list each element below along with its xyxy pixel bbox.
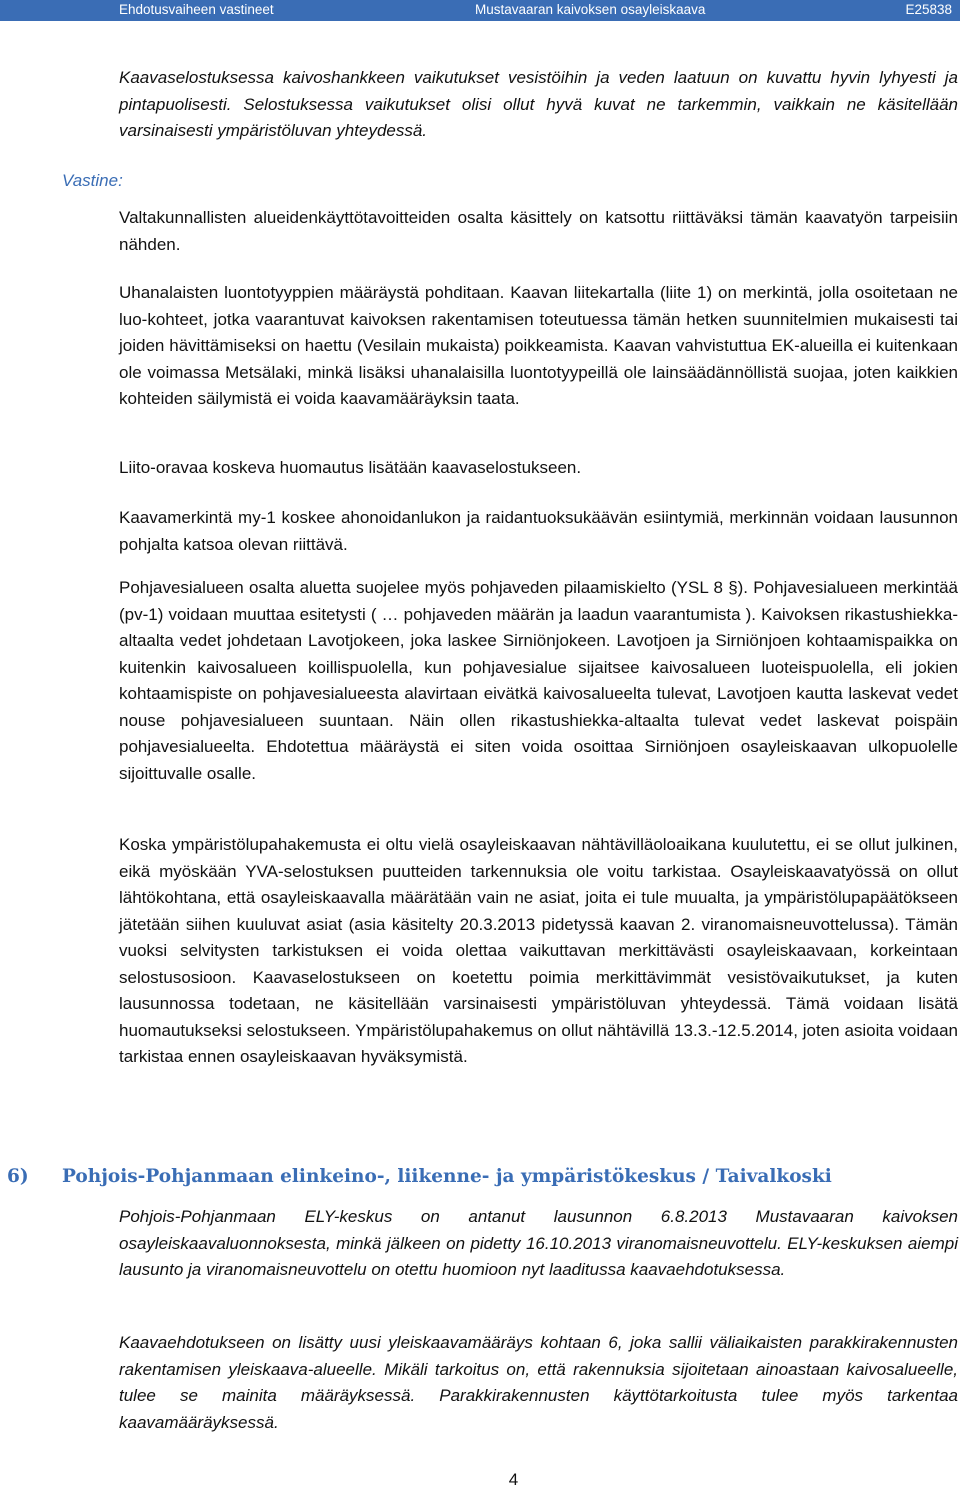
response-paragraph-1: Valtakunnallisten alueidenkäyttötavoitteiden osalta käsittely on katsottu riittäväksi tämän kaavatyön tarpeisiin nähden. bbox=[119, 208, 958, 254]
response-paragraph-4: Kaavamerkintä my-1 koskee ahonoidanlukon ja raidantuoksukäävän esiintymiä, merkinnän voidaan lausunnon pohjalta katsoa olevan riittävä. bbox=[119, 508, 958, 554]
response-paragraph-3: Liito-oravaa koskeva huomautus lisätään kaavaselostukseen. bbox=[119, 458, 582, 477]
section-number: 6) bbox=[7, 1166, 29, 1187]
response-paragraph-2: Uhanalaisten luontotyyppien määräystä pohditaan. Kaavan liitekartalla (liite 1) on merkintä, jolla osoitetaan ne luo-kohteet, jotka vaarantuvat kaivoksen rakentamisen toteutuessa tämän hetken suunnitelmien mukaisesti tai joiden hävittämiseksi on haettu (Vesilain mukaista) poikkeamista. Kaavan vahvistuttua EK-alueilla ei kuitenkaan ole voimassa Metsälaki, minkä lisäksi uhanalaisilla luontotyypeillä ole lainsäädännöllistä suojaa, joten kaikkien kohteiden säilymistä ei voida kaavamääräyksin taata. bbox=[119, 283, 958, 408]
section-title: Pohjois-Pohjanmaan elinkeino-, liikenne- ja ympäristökeskus / Taivalkoski bbox=[62, 1166, 832, 1187]
page-header bbox=[0, 0, 960, 21]
response-paragraph-5: Pohjavesialueen osalta aluetta suojelee myös pohjaveden pilaamiskielto (YSL 8 §). Pohjavesialueen merkintää (pv-1) voidaan muuttaa esitetysti ( … pohjaveden määrän ja laadun vaarantumista ). Kaivoksen rikastushiekka-altaalta vedet johdetaan Lavotjokeen, joka laskee Sirniönjokeen. Lavotjoen ja Sirniönjoen kohtaamispaikka on kuitenkin kaivosalueen koillispuolella, kun pohjavesialue sijaitsee kaivosalueen luoteispuolella, eli jokien kohtaamispiste on pohjavesialueesta alavirtaan eivätkä kaivosalueelta tulevat, Lavotjoen kautta laskevat vedet nouse pohjavesialueen suuntaan. Näin ollen rikastushiekka-altaalta tulevat vedet laskevat poispäin pohjavesialueelta. Ehdotettua määräystä ei siten voida osoittaa Sirniönjoen osayleiskaavan ulkopuolelle sijoittuvalle osalle. bbox=[119, 578, 958, 783]
intro-paragraph: Kaavaselostuksessa kaivoshankkeen vaikutukset vesistöihin ja veden laatuun on kuvattu hyvin lyhyesti ja pintapuolisesti. Selostuksessa vaikutukset olisi ollut hyvä kuvat ne tarkemmin, vaikkain ne käsitellään varsinaisesti ympäristöluvan yhteydessä. bbox=[119, 68, 958, 140]
header-left-text: Ehdotusvaiheen vastineet bbox=[119, 2, 274, 17]
page-number: 4 bbox=[508, 1470, 519, 1489]
section-paragraph-2: Kaavaehdotukseen on lisätty uusi yleiskaavamääräys kohtaan 6, joka sallii väliaikaisten parakkirakennusten rakentamisen yleiskaava-alueelle. Mikäli tarkoitus on, että rakennuksia sijoitetaan ainoastaan kaivosalueelle, tulee se mainita määräyksessä. Parakkirakennusten käyttötarkoitusta tulee myös tarkentaa kaavamääräyksessä. bbox=[119, 1333, 958, 1432]
response-paragraph-6: Koska ympäristölupahakemusta ei oltu vielä osayleiskaavan nähtävilläoloaikana kuulutettu, ei se ollut julkinen, eikä myöskään YVA-selostuksen puutteiden tarkennuksia ole voitu tarkistaa. Osayleiskaavatyössä on ollut lähtökohtana, että osayleiskaavalla määrätään vain ne asiat, joita ei tule muualta, ja ympäristölupapäätökseen jätetään siihen kuuluvat asiat (asia käsitelty 20.3.2013 pidetyssä kaavan 2. viranomaisneuvottelussa). Tämän vuoksi selvitysten tarkistuksen ei voida olettaa vaikuttavan merkittävästi osayleiskaavaan, korkeintaan selostusosioon. Kaavaselostukseen on koetettu poimia merkittävimmät vesistövaikutukset, ja kuten lausunnossa todetaan, ne käsitellään varsinaisesti ympäristöluvan yhteydessä. Tämä voidaan lisätä huomautukseksi selostukseen. Ympäristölupahakemus on ollut nähtävillä 13.3.-12.5.2014, joten asioita voidaan tarkistaa ennen osayleiskaavan hyväksymistä. bbox=[119, 835, 958, 1066]
header-center-text: Mustavaaran kaivoksen osayleiskaava bbox=[475, 2, 706, 17]
vastine-label: Vastine: bbox=[62, 171, 123, 190]
section-paragraph-1: Pohjois-Pohjanmaan ELY-keskus on antanut lausunnon 6.8.2013 Mustavaaran kaivoksen osayleiskaavaluonnoksesta, minkä jälkeen on pidetty 16.10.2013 viranomaisneuvottelu. ELY-keskuksen aiempi lausunto ja viranomaisneuvottelu on otettu huomioon nyt laaditussa kaavaehdotuksessa. bbox=[119, 1207, 958, 1279]
section-heading bbox=[7, 1166, 832, 1187]
header-document-code: E25838 bbox=[905, 2, 952, 17]
